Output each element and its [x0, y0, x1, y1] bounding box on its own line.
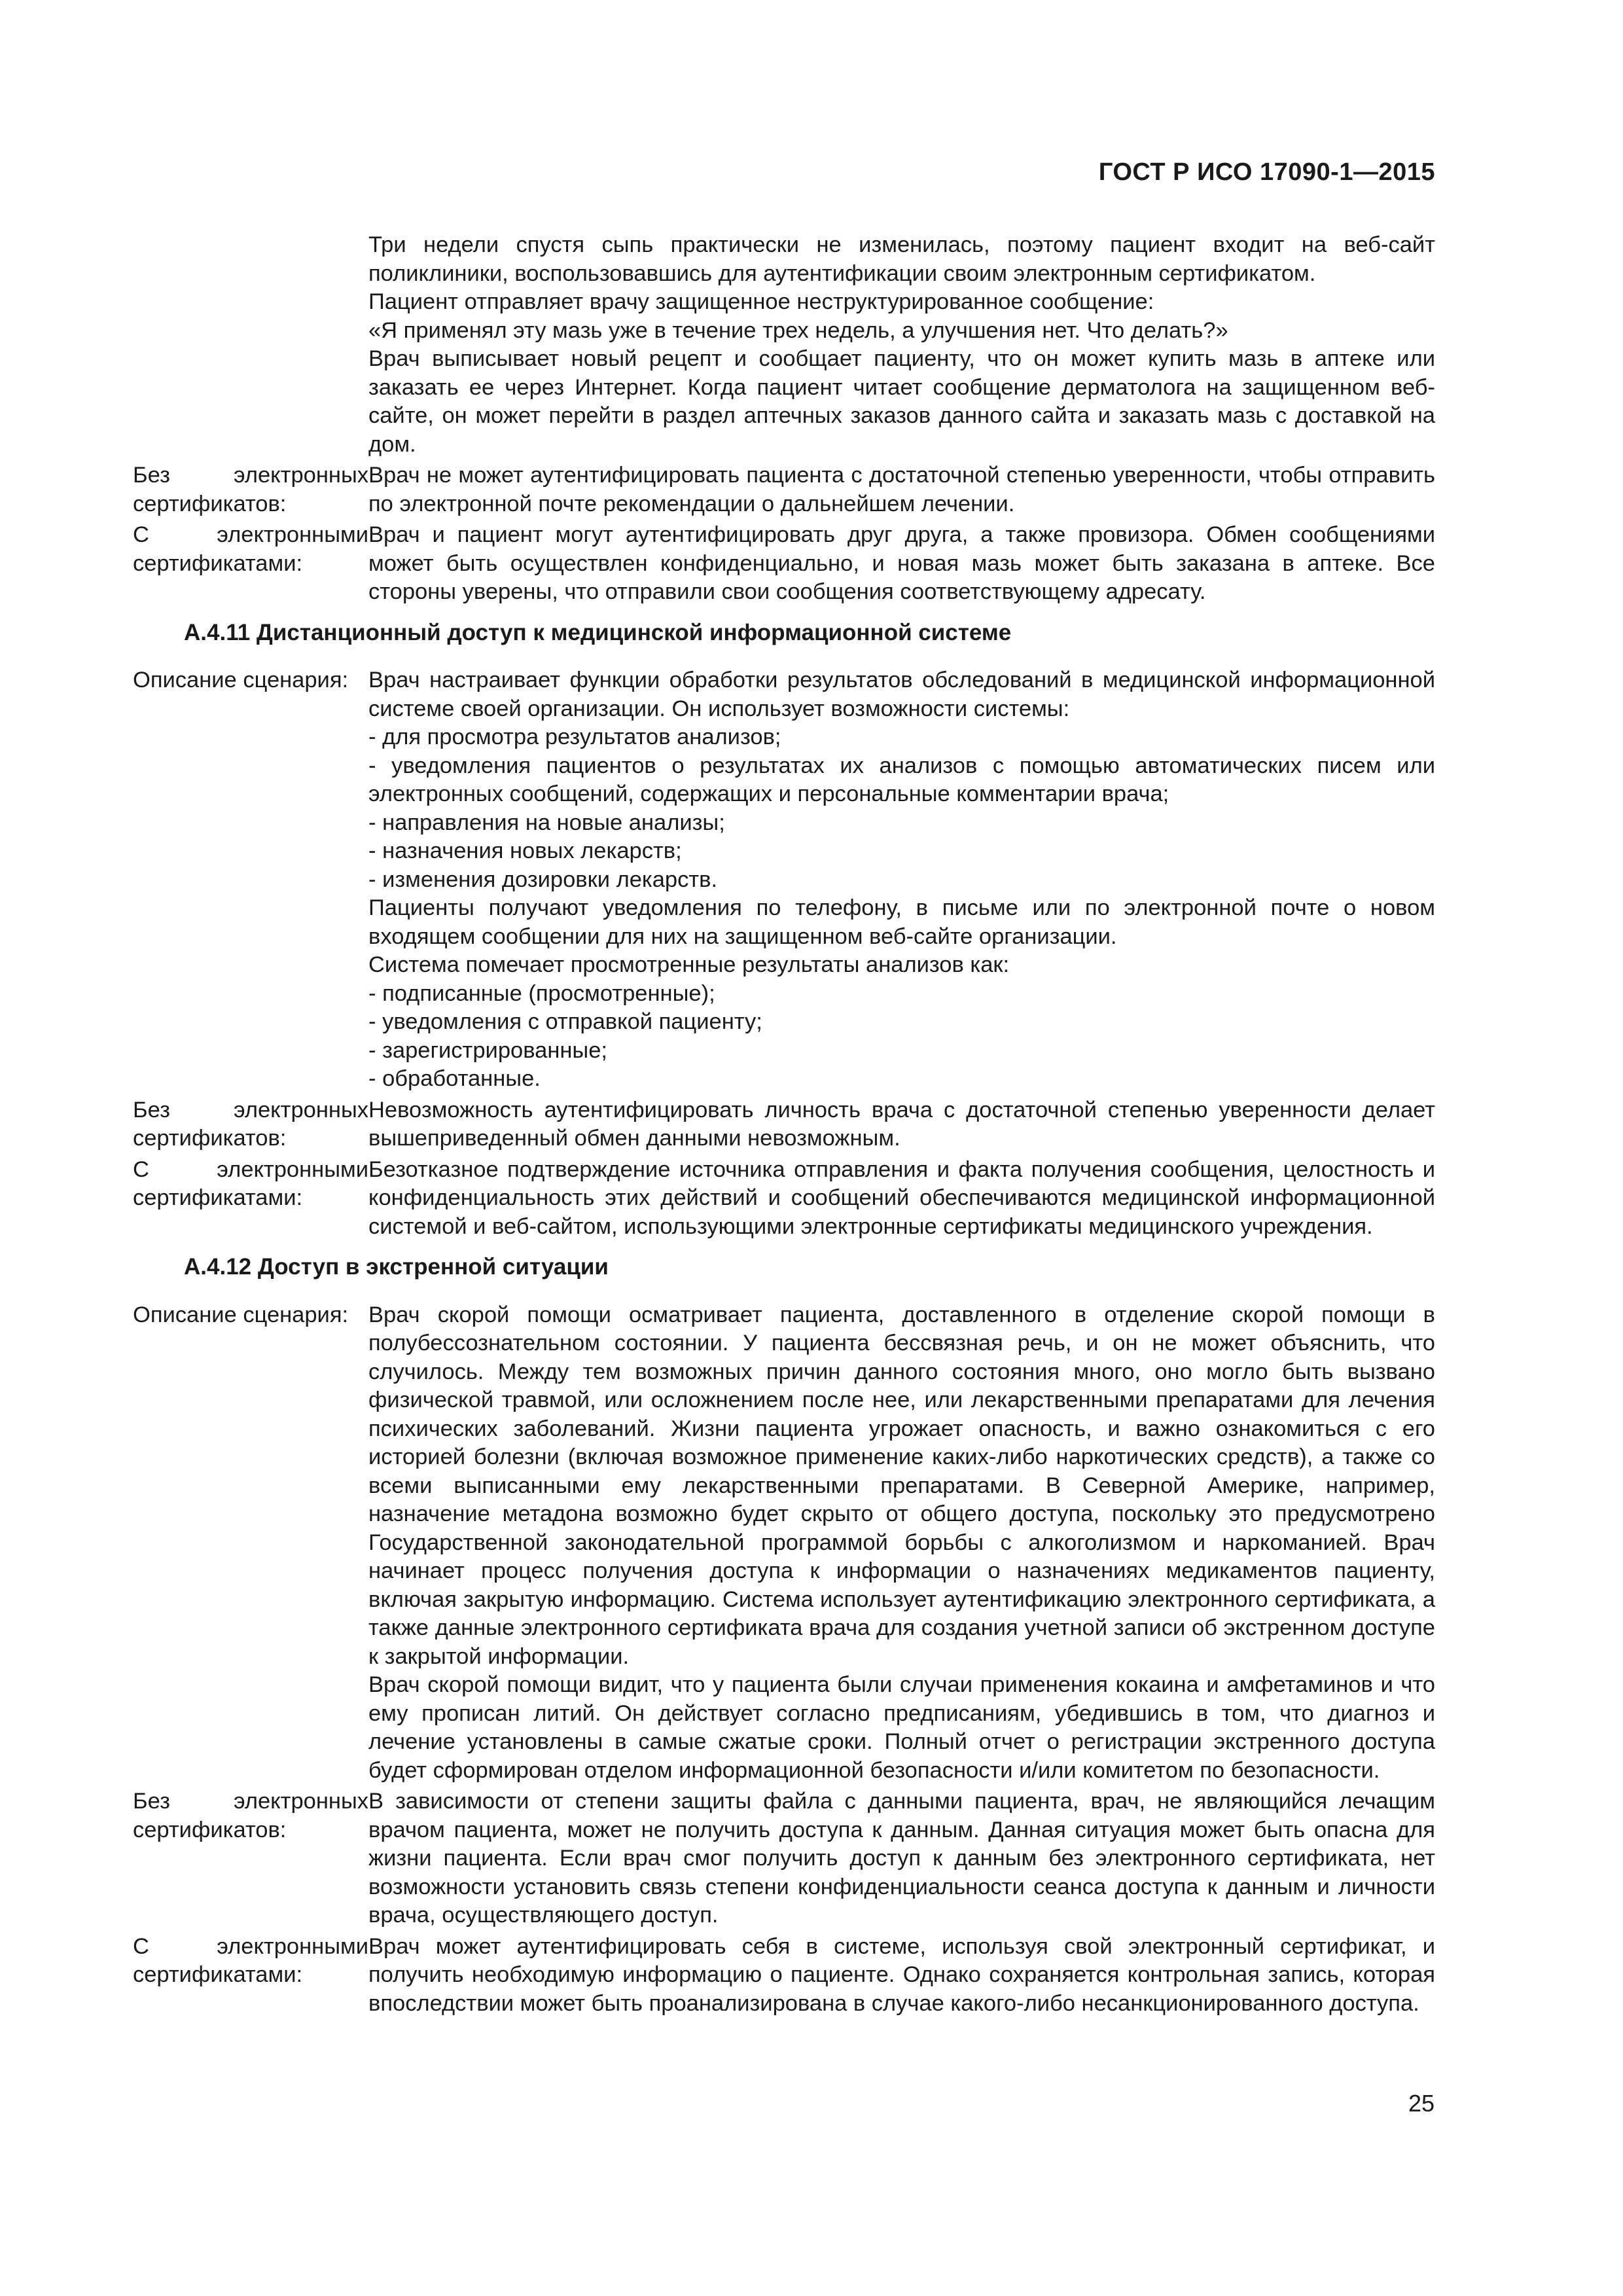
intro-with-row	[133, 521, 1435, 607]
description-line: - направления на новые анализы;	[368, 810, 725, 835]
scenario-description-text	[368, 1301, 1435, 1785]
a411-description-row	[133, 666, 1435, 1094]
description-line: - подписанные (просмотренные);	[368, 980, 715, 1006]
with-certs-text: Безотказное подтверждение источника отправления и факта получения сообщения, целостность и конфиденциальность этих действий и сообщений обеспечиваются медицинской информационной системой и веб-сайтом, использующими электронные сертификаты медицинского учреждения.	[368, 1157, 1435, 1239]
a411-with-row	[133, 1156, 1435, 1242]
without-certs-label: Без электронных сертификатов:	[133, 463, 368, 516]
document-body	[133, 231, 1435, 2020]
description-line: - для просмотра результатов анализов;	[368, 725, 781, 749]
section-heading-a412: А.4.12 Доступ в экстренной ситуации	[184, 1254, 609, 1280]
without-certs-label: Без электронных сертификатов:	[133, 1097, 368, 1151]
a412-description-row	[133, 1301, 1435, 1785]
description-line: Пациенты получают уведомления по телефону, в письме или по электронной почте о новом входящем сообщении для них на защищенном веб-сайте организации.	[368, 895, 1435, 949]
with-certs-text: Врач может аутентифицировать себя в системе, используя свой электронный сертификат, и получить необходимую информацию о пациенте. Однако сохраняется контрольная запись, которая впоследствии может быть проанализирована в случае какого-либо несанкционированного доступа.	[368, 1933, 1435, 2016]
intro-paragraph: Пациент отправляет врачу защищенное неструктурированное сообщение:	[368, 289, 1154, 314]
intro-block	[133, 231, 1435, 459]
intro-paragraph: Врач выписывает новый рецепт и сообщает пациенту, что он может купить мазь в аптеке или заказать ее через Интернет. Когда пациент читает сообщение дерматолога на защищенном веб-сайте, он может перейти в раздел аптечных заказов данного сайта и заказать мазь с доставкой на дом.	[368, 346, 1435, 457]
description-line: - обработанные.	[368, 1066, 541, 1091]
description-line: - уведомления пациентов о результатах их анализов с помощью автоматических писем или электронных сообщений, содержащих и персональные комментарии врача;	[368, 753, 1435, 806]
intro-without-row	[133, 461, 1435, 518]
intro-paragraph: «Я применял эту мазь уже в течение трех недель, а улучшения нет. Что делать?»	[368, 317, 1228, 343]
intro-paragraph: Три недели спустя сыпь практически не изменилась, поэтому пациент входит на веб-сайт поликлиники, воспользовавшись для аутентификации своим электронным сертификатом.	[368, 232, 1435, 286]
without-certs-text: В зависимости от степени защиты файла с данными пациента, врач, не являющийся лечащим врачом пациента, может не получить доступа к данным. Данная ситуация может быть опасна для жизни пациента. Если врач смог получить доступ к данным без электронного сертификата, нет возможности установить связь степени конфиденциальности сеанса доступа к данным и личности врача, осуществляющего доступ.	[368, 1789, 1435, 1928]
description-line: Система помечает просмотренные результаты анализов как:	[368, 952, 1010, 977]
a412-with-row	[133, 1933, 1435, 2018]
description-line: Врач настраивает функции обработки результатов обследований в медицинской информационной системе своей организации. Он использует возможности системы:	[368, 668, 1435, 721]
with-certs-label: С электронными сертификатами:	[133, 1933, 368, 1987]
scenario-description-label: Описание сценария:	[133, 1302, 349, 1327]
description-line: Врач скорой помощи видит, что у пациента были случаи применения кокаина и амфетаминов и что ему прописан литий. Он действует согласно предписаниям, убедившись в том, что диагноз и лечение установлены в самые сжатые сроки. Полный отчет о регистрации экстренного доступа будет сформирован отделом информационной безопасности и/или комитетом по безопасности.	[368, 1672, 1435, 1783]
page-number: 25	[1408, 2090, 1435, 2117]
document-header-id: ГОСТ Р ИСО 17090-1—2015	[1098, 158, 1435, 186]
a411-without-row	[133, 1096, 1435, 1153]
description-line: Врач скорой помощи осматривает пациента, доставленного в отделение скорой помощи в полубессознательном состоянии. У пациента бессвязная речь, и он не может объяснить, что случилось. Между тем возможных причин данного состояния много, оно могло быть вызвано физической травмой, или осложнением после нее, или лекарственными препаратами для лечения психических заболеваний. Жизни пациента угрожает опасность, и важно ознакомиться с его историей болезни (включая возможное применение каких-либо наркотических средств), а также со всеми выписанными ему лекарственными препаратами. В Северной Америке, например, назначение метадона возможно будет скрыто от общего доступа, поскольку это предусмотрено Государственной законодательной программой борьбы с алкоголизмом и наркоманией. Врач начинает процесс получения доступа к информации о назначениях медикаментов пациенту, включая закрытую информацию. Система использует аутентификацию электронного сертификата, а также данные электронного сертификата врача для создания учетной записи об экстренном доступе к закрытой информации.	[368, 1302, 1435, 1669]
description-line: - изменения дозировки лекарств.	[368, 867, 718, 892]
description-line: - назначения новых лекарств;	[368, 838, 682, 863]
without-certs-text: Невозможность аутентифицировать личность врача с достаточной степенью уверенности делает вышеприведенный обмен данными невозможным.	[368, 1097, 1435, 1151]
scenario-description-label: Описание сценария:	[133, 668, 349, 692]
description-line: - зарегистрированные;	[368, 1037, 607, 1063]
with-certs-label: С электронными сертификатами:	[133, 522, 368, 576]
section-heading-a411: А.4.11 Дистанционный доступ к медицинской информационной системе	[184, 619, 1012, 645]
intro-text	[368, 231, 1435, 459]
with-certs-label: С электронными сертификатами:	[133, 1157, 368, 1210]
without-certs-label: Без электронных сертификатов:	[133, 1789, 368, 1842]
without-certs-text: Врач не может аутентифицировать пациента с достаточной степенью уверенности, чтобы отправить по электронной почте рекомендации о дальнейшем лечении.	[368, 463, 1435, 516]
with-certs-text: Врач и пациент могут аутентифицировать друг друга, а также провизора. Обмен сообщениями может быть осуществлен конфиденциально, и новая мазь может быть заказана в аптеке. Все стороны уверены, что отправили свои сообщения соответствующему адресату.	[368, 522, 1435, 604]
description-line: - уведомления с отправкой пациенту;	[368, 1009, 762, 1034]
scenario-description-text	[368, 666, 1435, 1094]
a412-without-row	[133, 1787, 1435, 1930]
